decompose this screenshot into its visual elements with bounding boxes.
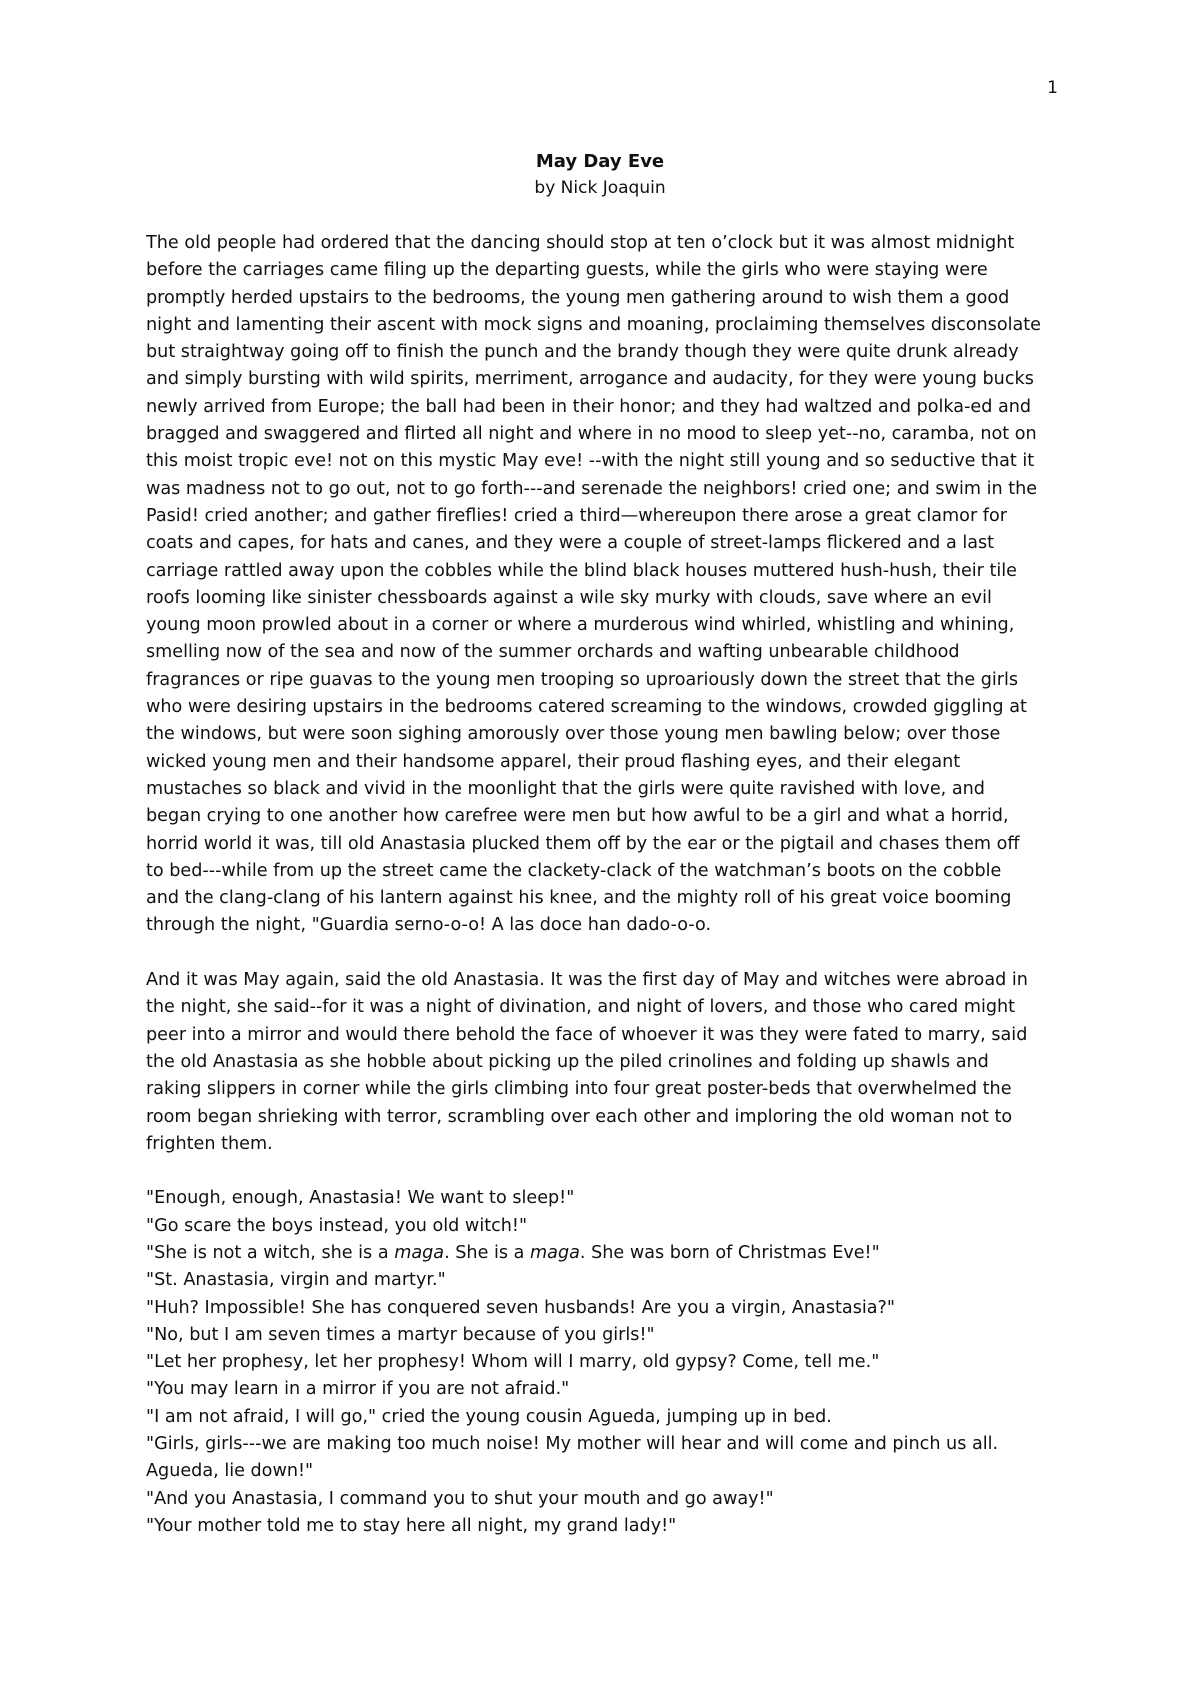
dialogue-line: "St. Anastasia, virgin and martyr." [146,1270,446,1291]
text-line: And it was May again, said the old Anastasia. It was the first day of May and witches were abroad in [146,970,1028,991]
dialogue-line: "Girls, girls---we are making too much noise! My mother will hear and will come and pinch us all. [146,1434,999,1455]
text-line: and simply bursting with wild spirits, merriment, arrogance and audacity, for they were young bucks [146,369,1034,390]
paragraph-1 [146,230,1086,940]
text-line: room began shrieking with terror, scrambling over each other and imploring the old woman not to [146,1106,1013,1127]
dialogue-line: "Let her prophesy, let her prophesy! Whom will I marry, old gypsy? Come, tell me." [146,1352,880,1373]
text-line: promptly herded upstairs to the bedrooms, the young men gathering around to wish them a good [146,287,1010,308]
text-line: the old Anastasia as she hobble about picking up the piled crinolines and folding up shawls and [146,1051,989,1072]
text-line: who were desiring upstairs in the bedrooms catered screaming to the windows, crowded giggling at [146,697,1027,718]
text-line: night and lamenting their ascent with mock signs and moaning, proclaiming themselves disconsolate [146,314,1041,335]
text-line: peer into a mirror and would there behold the face of whoever it was they were fated to marry, said [146,1024,1028,1045]
text-line: frighten them. [146,1133,273,1154]
document-body [146,230,1086,1540]
text-line: horrid world it was, till old Anastasia plucked them off by the ear or the pigtail and chases them off [146,833,1020,854]
text-line: coats and capes, for hats and canes, and they were a couple of street-lamps flickered and a last [146,533,995,554]
dialogue-line: Agueda, lie down!" [146,1461,314,1482]
paragraph-2 [146,967,1086,1158]
text-line: through the night, "Guardia serno-o-o! A las doce han dado-o-o. [146,915,712,936]
text-line: the windows, but were soon sighing amorously over those young men bawling below; over those [146,724,1001,745]
dialogue-block [146,1185,1086,1540]
text-line: this moist tropic eve! not on this mystic May eve! --with the night still young and so seductive that it [146,451,1035,472]
text-line: young moon prowled about in a corner or where a murderous wind whirled, whistling and whining, [146,615,1015,636]
paragraph-spacer [146,1158,1086,1185]
text-line: before the carriages came filing up the departing guests, while the girls who were staying were [146,260,988,281]
dialogue-text: . She is a [444,1242,531,1263]
dialogue-line [146,1240,1086,1267]
document-header [0,149,1200,201]
dialogue-line: "You may learn in a mirror if you are not afraid." [146,1379,570,1400]
story-title: May Day Eve [535,151,665,172]
page-number: 1 [1047,78,1058,98]
dialogue-line: "Huh? Impossible! She has conquered seven husbands! Are you a virgin, Anastasia?" [146,1297,895,1318]
text-line: mustaches so black and vivid in the moonlight that the girls were quite ravished with love, and [146,778,985,799]
text-line: was madness not to go out, not to go forth---and serenade the neighbors! cried one; and swim in the [146,478,1038,499]
text-line: raking slippers in corner while the girls climbing into four great poster-beds that overwhelmed the [146,1079,1012,1100]
paragraph-spacer [146,940,1086,967]
text-line: wicked young men and their handsome apparel, their proud flashing eyes, and their elegant [146,751,961,772]
text-line: and the clang-clang of his lantern against his knee, and the mighty roll of his great voice booming [146,888,1012,909]
story-author: by Nick Joaquin [534,178,666,198]
text-line: smelling now of the sea and now of the summer orchards and wafting unbearable childhood [146,642,960,663]
dialogue-text: . She was born of Christmas Eve!" [579,1242,880,1263]
text-line: to bed---while from up the street came the clackety-clack of the watchman’s boots on the cobble [146,860,1002,881]
text-line: bragged and swaggered and flirted all night and where in no mood to sleep yet--no, caramba, not on [146,424,1037,445]
dialogue-line: "I am not afraid, I will go," cried the young cousin Agueda, jumping up in bed. [146,1406,832,1427]
text-line: Pasid! cried another; and gather fireflies! cried a third—whereupon there arose a great clamor for [146,505,1007,526]
italic-word: maga [394,1242,445,1263]
dialogue-line: "No, but I am seven times a martyr because of you girls!" [146,1324,655,1345]
text-line: fragrances or ripe guavas to the young men trooping so uproariously down the street that the girls [146,669,1019,690]
text-line: carriage rattled away upon the cobbles while the blind black houses muttered hush-hush, their tile [146,560,1018,581]
text-line: newly arrived from Europe; the ball had been in their honor; and they had waltzed and polka-ed and [146,396,1032,417]
dialogue-line: "Go scare the boys instead, you old witch!" [146,1215,528,1236]
dialogue-text: "She is not a witch, she is a [146,1242,395,1263]
text-line: roofs looming like sinister chessboards against a wile sky murky with clouds, save where an evil [146,587,992,608]
text-line: but straightway going off to finish the punch and the brandy though they were quite drunk already [146,342,1019,363]
dialogue-line: "Enough, enough, Anastasia! We want to sleep!" [146,1188,575,1209]
text-line: The old people had ordered that the dancing should stop at ten o’clock but it was almost midnight [146,233,1015,253]
italic-word: maga [530,1242,580,1263]
text-line: began crying to one another how carefree were men but how awful to be a girl and what a horrid, [146,806,1009,827]
dialogue-line: "Your mother told me to stay here all night, my grand lady!" [146,1515,677,1536]
text-line: the night, she said--for it was a night of divination, and night of lovers, and those who cared might [146,997,1016,1018]
dialogue-line: "And you Anastasia, I command you to shut your mouth and go away!" [146,1488,774,1509]
